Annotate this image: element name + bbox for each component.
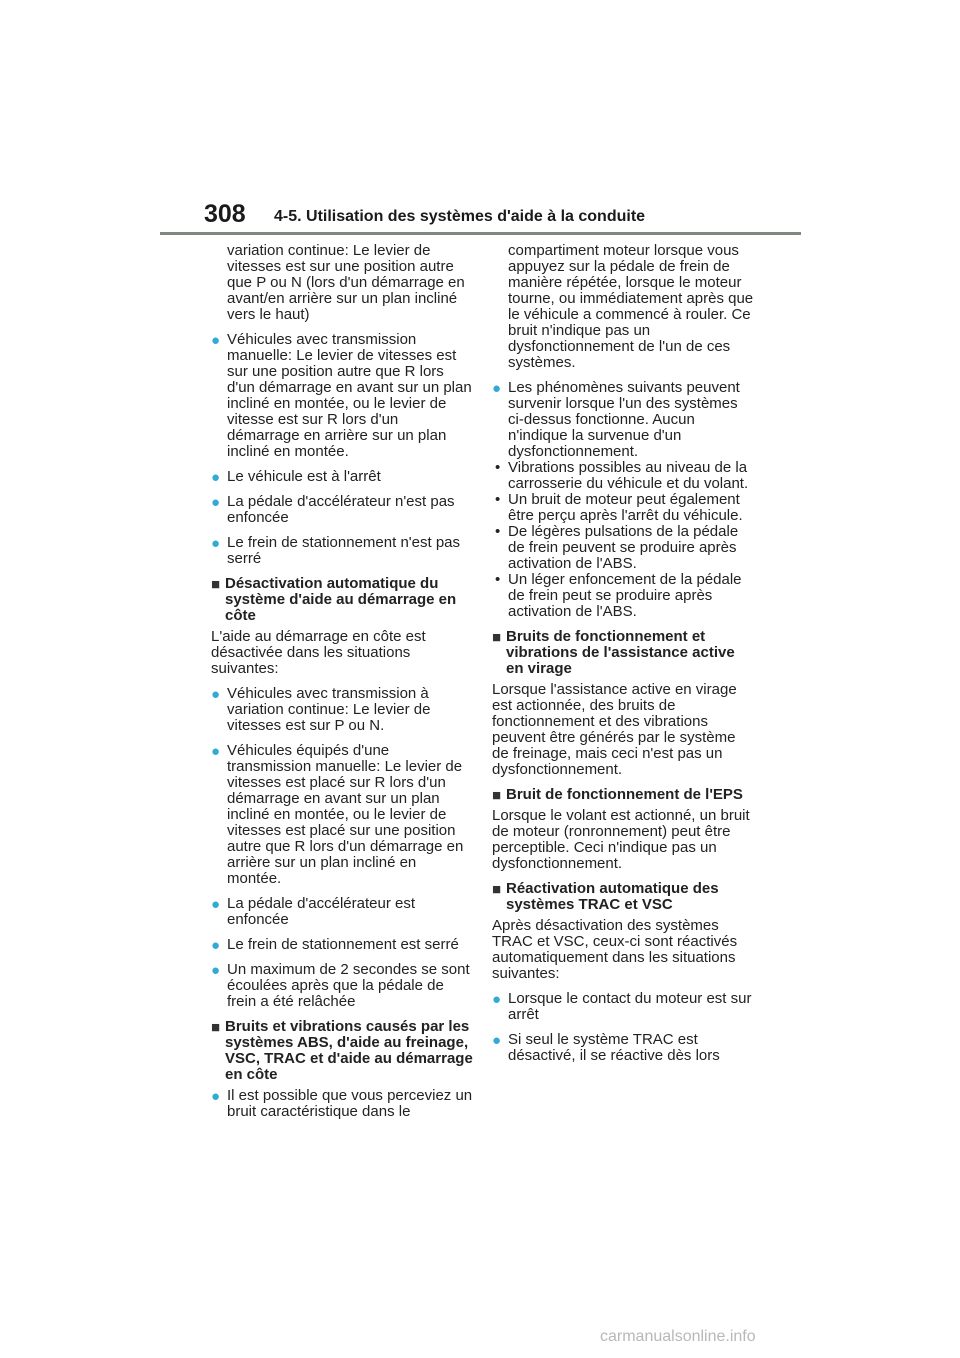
sub-list [492, 460, 754, 620]
section-heading: ■ Bruits de fonctionnement et vibrations de l'assistance active en virage [492, 628, 735, 677]
continued-text: variation continue: Le levier de vitesses est sur une position autre que P ou N (lors d'un démarrage en avant/en arrière sur un plan incliné vers le haut) [227, 242, 465, 323]
sub-bullet-icon: • [495, 523, 501, 540]
sub-bullet-icon: • [495, 571, 501, 588]
sub-bullet-icon: • [495, 491, 501, 508]
list-item: ● Véhicules avec transmission à variation continue: Le levier de vitesses est sur P ou N. [211, 685, 431, 734]
bullet-icon: ● [211, 469, 221, 486]
square-icon: ■ [492, 787, 502, 804]
bullet-icon: ● [211, 743, 221, 760]
bullet-icon: ● [211, 686, 221, 703]
section-heading: ■ Bruits et vibrations causés par les systèmes ABS, d'aide au freinage, VSC, TRAC et d'aide au démarrage en côte [211, 1018, 473, 1083]
square-icon: ■ [211, 1019, 221, 1036]
list-item: ● Véhicules avec transmission manuelle: Le levier de vitesses est sur une position autre que R lors d'un démarrage en avant sur un plan incliné en montée, ou le levier de vitesse est sur R lors d'un démarrage en arrière sur un plan incliné en montée. [211, 331, 472, 460]
square-icon: ■ [492, 629, 502, 646]
bullet-icon: ● [211, 494, 221, 511]
section-title: 4-5. Utilisation des systèmes d'aide à la conduite [274, 208, 646, 225]
header-rule [160, 232, 801, 235]
watermark-text: carmanualsonline.info [600, 1328, 756, 1345]
left-column [211, 243, 473, 1129]
right-column [492, 243, 754, 1073]
continued-text: compartiment moteur lorsque vous appuyez sur la pédale de frein de manière répétée, lorsque le moteur tourne, ou immédiatement après que le véhicule a commencé à rouler. Ce bruit n'indique pas un dysfonctionnement de l'un de ces systèmes. [508, 242, 754, 371]
paragraph: Après désactivation des systèmes TRAC et VSC, ceux-ci sont réactivés automatiquement dans les situations suivantes: [492, 917, 738, 982]
list-item: ● La pédale d'accélérateur n'est pas enfoncée [211, 493, 455, 526]
section-heading: ■ Désactivation automatique du système d'aide au démarrage en côte [211, 575, 457, 624]
list-item: ● Un maximum de 2 secondes se sont écoulées après que la pédale de frein a été relâchée [211, 961, 470, 1010]
square-icon: ■ [211, 576, 221, 593]
paragraph: Lorsque le volant est actionné, un bruit de moteur (ronronnement) peut être perceptible. Ceci n'indique pas un dysfonctionnement. [492, 807, 750, 872]
section-heading: ■ Réactivation automatique des systèmes TRAC et VSC [492, 880, 719, 913]
bullet-icon: ● [211, 332, 221, 349]
bullet-icon: ● [492, 380, 502, 397]
sub-list-item: • De légères pulsations de la pédale de frein peuvent se produire après activation de l'ABS. [495, 523, 739, 572]
sub-list-item: • Un léger enfoncement de la pédale de frein peut se produire après activation de l'ABS. [495, 571, 742, 620]
bullet-icon: ● [492, 1032, 502, 1049]
list-item: ● Si seul le système TRAC est désactivé, il se réactive dès lors [492, 1031, 720, 1064]
list-item: ● Le véhicule est à l'arrêt [211, 468, 381, 486]
paragraph: L'aide au démarrage en côte est désactivée dans les situations suivantes: [211, 628, 426, 677]
square-icon: ■ [492, 881, 502, 898]
bullet-icon: ● [211, 962, 221, 979]
section-heading: ■ Bruit de fonctionnement de l'EPS [492, 786, 743, 804]
list-item: ● Le frein de stationnement n'est pas serré [211, 534, 461, 567]
bullet-icon: ● [211, 535, 221, 552]
paragraph: Lorsque l'assistance active en virage est actionnée, des bruits de fonctionnement et des vibrations peuvent être générés par le système de freinage, mais ceci n'est pas un dysfonctionnement. [492, 681, 737, 778]
bullet-icon: ● [211, 1088, 221, 1105]
list-item: ● Véhicules équipés d'une transmission manuelle: Le levier de vitesses est placé sur R lors d'un démarrage en avant sur un plan incliné en montée, ou le levier de vitesses est placé sur une position autre que R lors d'un démarrage en arrière sur un plan incliné en montée. [211, 742, 464, 887]
list-item: ● Le frein de stationnement est serré [211, 936, 459, 954]
bullet-icon: ● [211, 896, 221, 913]
bullet-icon: ● [492, 991, 502, 1008]
sub-list-item: • Un bruit de moteur peut également être perçu après l'arrêt du véhicule. [495, 491, 743, 524]
sub-bullet-icon: • [495, 459, 501, 476]
list-item: ● Il est possible que vous perceviez un bruit caractéristique dans le [211, 1087, 473, 1120]
page-number: 308 [204, 200, 246, 228]
list-item: ● La pédale d'accélérateur est enfoncée [211, 895, 415, 928]
bullet-icon: ● [211, 937, 221, 954]
sub-list-item: • Vibrations possibles au niveau de la carrosserie du véhicule et du volant. [495, 459, 749, 492]
list-item: ● Lorsque le contact du moteur est sur arrêt [492, 990, 752, 1023]
list-item: ● Les phénomènes suivants peuvent survenir lorsque l'un des systèmes ci-dessus fonctionne. Aucun n'indique la survenue d'un dysfonctionnement. [492, 379, 740, 460]
